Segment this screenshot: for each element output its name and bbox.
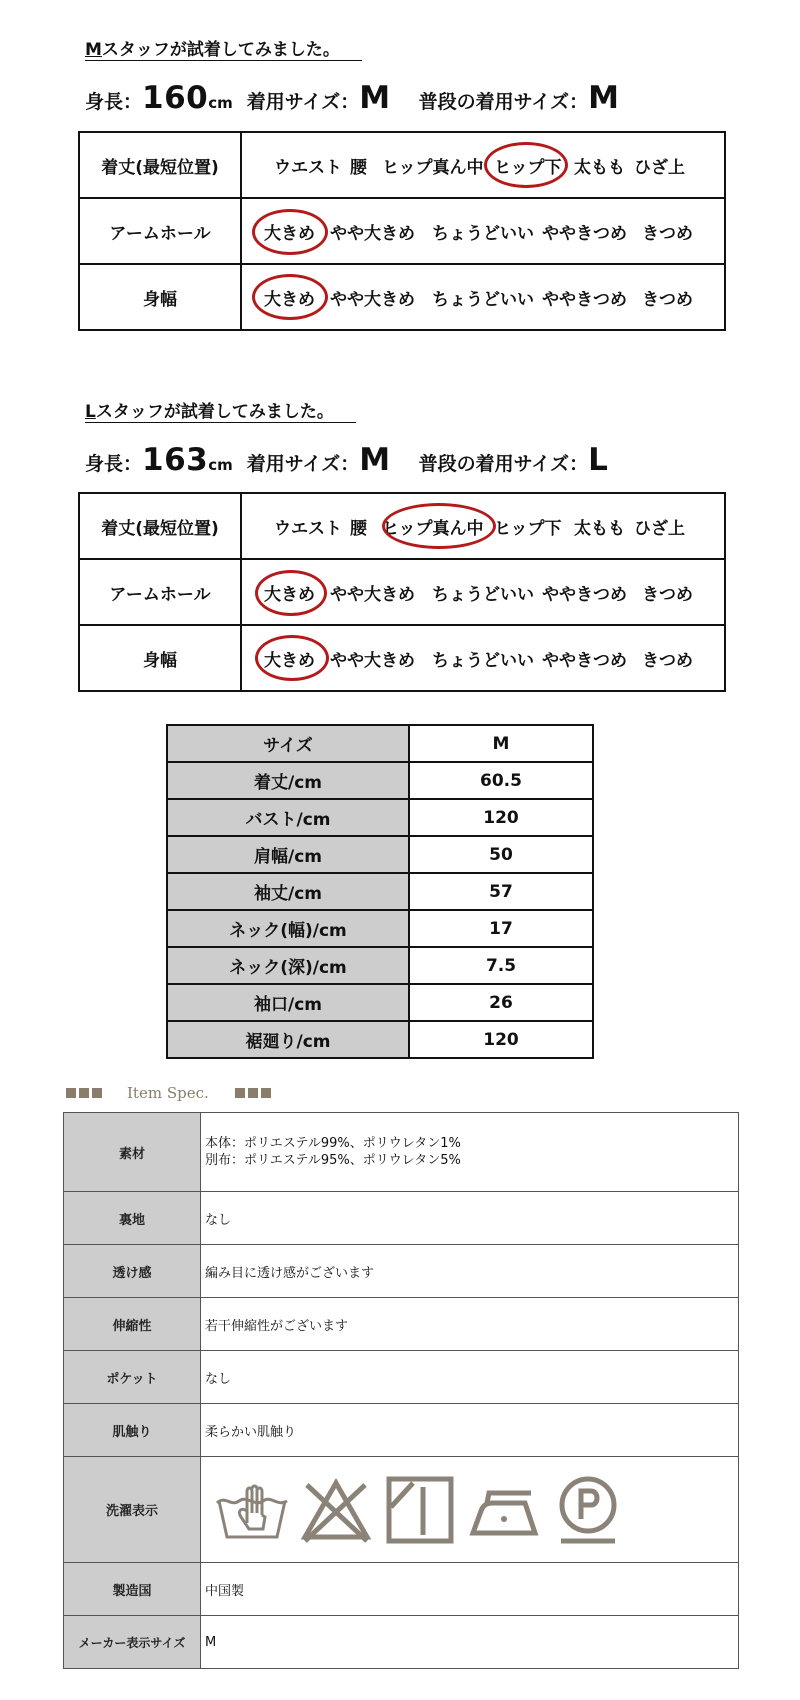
fit-option: 腰: [350, 518, 367, 539]
size-row-value: 26: [489, 992, 513, 1013]
size-row-label: 裾廻り/cm: [168, 1022, 410, 1057]
care-icons: [201, 1457, 738, 1562]
size-row-label: 肩幅/cm: [168, 837, 410, 872]
spec-value: なし: [205, 1212, 232, 1228]
fit-option: ひざ上: [634, 518, 685, 539]
fit-option: ややきつめ: [542, 650, 627, 671]
square-icon: [261, 1088, 271, 1098]
fit-label: アームホール: [80, 199, 242, 263]
staff-l-sizes: [85, 442, 608, 478]
fit-option: ひざ上: [634, 157, 685, 178]
spec-value: 本体：ポリエステル99%、ポリウレタン1%: [205, 1136, 461, 1151]
fit-label: 身幅: [80, 626, 242, 690]
square-icon: [66, 1088, 76, 1098]
worn-size-value: M: [359, 80, 391, 116]
fit-option: 大きめ: [264, 584, 315, 605]
spec-value: 柔らかい肌触り: [205, 1424, 297, 1440]
spec-value: 別布：ポリエステル95%、ポリウレタン5%: [205, 1153, 461, 1168]
fit-option: やや大きめ: [330, 584, 415, 605]
fit-row-width: [80, 263, 724, 329]
spec-label: ポケット: [64, 1351, 201, 1403]
spec-row-lining: [64, 1191, 738, 1244]
item-spec-title: Item Spec.: [127, 1084, 209, 1102]
fit-row-armhole: [80, 558, 724, 624]
size-row-value: 60.5: [480, 770, 522, 791]
size-row: [168, 798, 592, 835]
fit-option: きつめ: [642, 584, 693, 605]
spec-row-stretch: [64, 1297, 738, 1350]
size-row-label: 着丈/cm: [168, 763, 410, 798]
fit-option: ヒップ下: [494, 518, 562, 539]
fit-option: 大きめ: [264, 223, 315, 244]
size-row-value: 17: [489, 918, 513, 939]
fit-label: 着丈(最短位置): [80, 494, 242, 558]
height-unit: cm: [208, 456, 233, 474]
size-header-row: [168, 726, 592, 761]
size-row-value: 50: [489, 844, 513, 865]
fit-option: ややきつめ: [542, 289, 627, 310]
square-icon: [248, 1088, 258, 1098]
fit-option: やや大きめ: [330, 289, 415, 310]
item-spec-heading: [66, 1084, 274, 1102]
spec-row-pocket: [64, 1350, 738, 1403]
size-row: [168, 1020, 592, 1057]
fit-option: ヒップ真ん中: [382, 157, 484, 178]
spec-value: M: [205, 1634, 217, 1650]
square-icon: [92, 1088, 102, 1098]
size-row: [168, 909, 592, 946]
spec-value: 編み目に透け感がございます: [205, 1265, 375, 1281]
worn-size-value: M: [359, 442, 391, 478]
iron-low-icon: [467, 1473, 541, 1547]
size-row-value: 120: [483, 807, 519, 828]
height-value: 160: [142, 80, 209, 116]
usual-size-value: L: [588, 442, 609, 478]
size-row: [168, 761, 592, 798]
spec-label: 肌触り: [64, 1404, 201, 1456]
spec-label: 裏地: [64, 1192, 201, 1244]
size-row-label: ネック(深)/cm: [168, 948, 410, 983]
line-dry-icon: [383, 1473, 457, 1547]
usual-size-value: M: [588, 80, 620, 116]
fit-label: 身幅: [80, 265, 242, 329]
fit-option: ヒップ真ん中: [382, 518, 484, 539]
spec-row-origin: [64, 1562, 738, 1615]
size-row-label: バスト/cm: [168, 800, 410, 835]
height-unit: cm: [208, 94, 233, 112]
spec-value: なし: [205, 1371, 232, 1387]
height-value: 163: [142, 442, 209, 478]
size-row-value: 7.5: [485, 955, 517, 976]
fit-option: 腰: [350, 157, 367, 178]
size-row: [168, 872, 592, 909]
fit-option: 大きめ: [264, 650, 315, 671]
square-icon: [79, 1088, 89, 1098]
fit-label: アームホール: [80, 560, 242, 624]
spec-row-care: [64, 1456, 738, 1562]
usual-size-label: 普段の着用サイズ：: [418, 91, 589, 113]
fit-option: きつめ: [642, 650, 693, 671]
spec-row-sheerness: [64, 1244, 738, 1297]
fit-option: ちょうどいい: [432, 223, 534, 244]
size-header-label: サイズ: [168, 726, 410, 761]
fit-option: ちょうどいい: [432, 650, 534, 671]
size-row: [168, 983, 592, 1020]
spec-row-texture: [64, 1403, 738, 1456]
dry-clean-p-icon: [551, 1473, 625, 1547]
hand-wash-icon: [215, 1473, 289, 1547]
fit-row-length: [80, 133, 724, 197]
fit-option: ちょうどいい: [432, 289, 534, 310]
spec-label: 伸縮性: [64, 1298, 201, 1350]
fit-option: 太もも: [574, 518, 625, 539]
fit-label: 着丈(最短位置): [80, 133, 242, 197]
fit-option: やや大きめ: [330, 223, 415, 244]
usual-size-label: 普段の着用サイズ：: [418, 453, 589, 475]
fit-option: ややきつめ: [542, 223, 627, 244]
staff-m-title: Mスタッフが試着してみました。: [85, 40, 362, 61]
staff-m-fit-table: [78, 131, 726, 331]
staff-m-sizes: [85, 80, 619, 116]
height-label: 身長：: [85, 453, 143, 475]
size-row-value: 120: [483, 1029, 519, 1050]
spec-label: 製造国: [64, 1563, 201, 1615]
spec-label: 素材: [64, 1113, 201, 1191]
spec-value: 若干伸縮性がございます: [205, 1318, 349, 1334]
fit-option: ウエスト: [274, 518, 342, 539]
worn-size-label: 着用サイズ：: [246, 453, 360, 475]
fit-row-length: [80, 494, 724, 558]
fit-option: きつめ: [642, 289, 693, 310]
size-row-value: 57: [489, 881, 513, 902]
size-row-label: 袖丈/cm: [168, 874, 410, 909]
fit-option: きつめ: [642, 223, 693, 244]
fit-row-armhole: [80, 197, 724, 263]
size-row: [168, 835, 592, 872]
staff-l-fit-table: [78, 492, 726, 692]
height-label: 身長：: [85, 91, 143, 113]
spec-row-material: [64, 1113, 738, 1191]
spec-value: 中国製: [205, 1583, 245, 1599]
square-icon: [235, 1088, 245, 1098]
spec-label: 洗濯表示: [64, 1457, 201, 1562]
size-row: [168, 946, 592, 983]
spec-label: 透け感: [64, 1245, 201, 1297]
spec-row-maker-size: [64, 1615, 738, 1668]
worn-size-label: 着用サイズ：: [246, 91, 360, 113]
fit-option: ウエスト: [274, 157, 342, 178]
staff-l-title: Lスタッフが試着してみました。: [85, 402, 356, 423]
size-row-label: ネック(幅)/cm: [168, 911, 410, 946]
spec-label: メーカー表示サイズ: [64, 1616, 201, 1668]
no-bleach-icon: [299, 1473, 373, 1547]
fit-option: ちょうどいい: [432, 584, 534, 605]
fit-option: やや大きめ: [330, 650, 415, 671]
item-spec-table: [63, 1112, 739, 1669]
fit-option: 太もも: [574, 157, 625, 178]
size-table: [166, 724, 594, 1059]
fit-option: ヒップ下: [494, 157, 562, 178]
fit-row-width: [80, 624, 724, 690]
fit-option: ややきつめ: [542, 584, 627, 605]
size-header-value: M: [492, 733, 510, 754]
fit-option: 大きめ: [264, 289, 315, 310]
size-row-label: 袖口/cm: [168, 985, 410, 1020]
